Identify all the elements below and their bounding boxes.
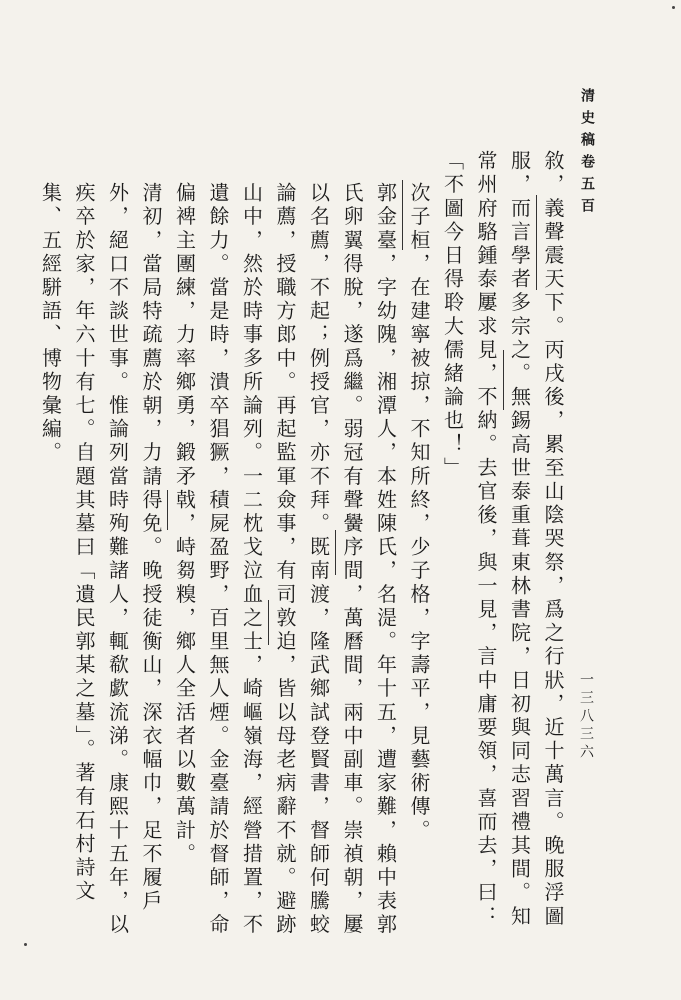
name-mark-line [503,350,504,410]
paragraph-sons: 次子桓，在建寧被掠，不知所終，少子格，字壽平，見藝術傳。 [407,182,431,843]
running-header-title: 清史稿卷五百 [579,88,595,220]
main-text-body [38,150,569,950]
name-mark-line [402,180,403,250]
paragraph-guo-jintai: 郭金臺，字幼隗，湘潭人，本姓陳氏，名湜。年十五，遭家難，賴中表郭氏卵翼得脫，遂爲繼。弱冠有聲黌序間，萬曆間，兩中副車。崇禎朝，屢以名薦，不起；例授官，亦不拜。既南渡，隆武鄉試登賢書，督師何騰蛟論薦，授職方郎中。再起監軍僉事，有司敦迫，皆以母老病辭不就。避跡山中，然於時事多所論列。一二枕戈泣血之士，崎嶇嶺海，經營措置，不遺餘力。當是時，潰卒猖獗，積屍盈野，百里無人煙。金臺請於督師，命偏裨主團練，力率鄉勇，鍛矛戟，峙芻糗，鄉人全活者以數萬計。 [172,182,398,938]
page-number: 一三八三六 [578,672,594,762]
name-mark-line [536,195,537,290]
name-mark-line [268,600,269,645]
scan-dust-mark [24,943,27,946]
name-mark-line [167,490,168,530]
paragraph-continued: 敘，義聲震天下。丙戌後，累至山陰哭祭，爲之行狀，近十萬言。晚服浮圖服，而言學者多宗之。無錫高世泰重葺東林書院，日初與同志習禮其間。知常州府駱鍾泰屢求見，不納。去官後，與一見，言中庸要領，喜而去，曰：「不圖今日得聆大儒緒論也！」 [440,150,565,929]
paragraph-qing-early: 清初，當局特疏薦於朝，力請得免。晚授徒衡山，深衣幅巾，足不履戶外，絕口不談世事。惟論列當時殉難諸人，輒欷歔流涕。康熙十五年，以疾卒於家，年六十有七。自題其墓曰「遺民郭某之墓」。著有石村詩文集、五經駢語、博物彙編。 [38,182,163,938]
name-mark-line [335,530,336,575]
scan-dust-mark [672,6,675,9]
